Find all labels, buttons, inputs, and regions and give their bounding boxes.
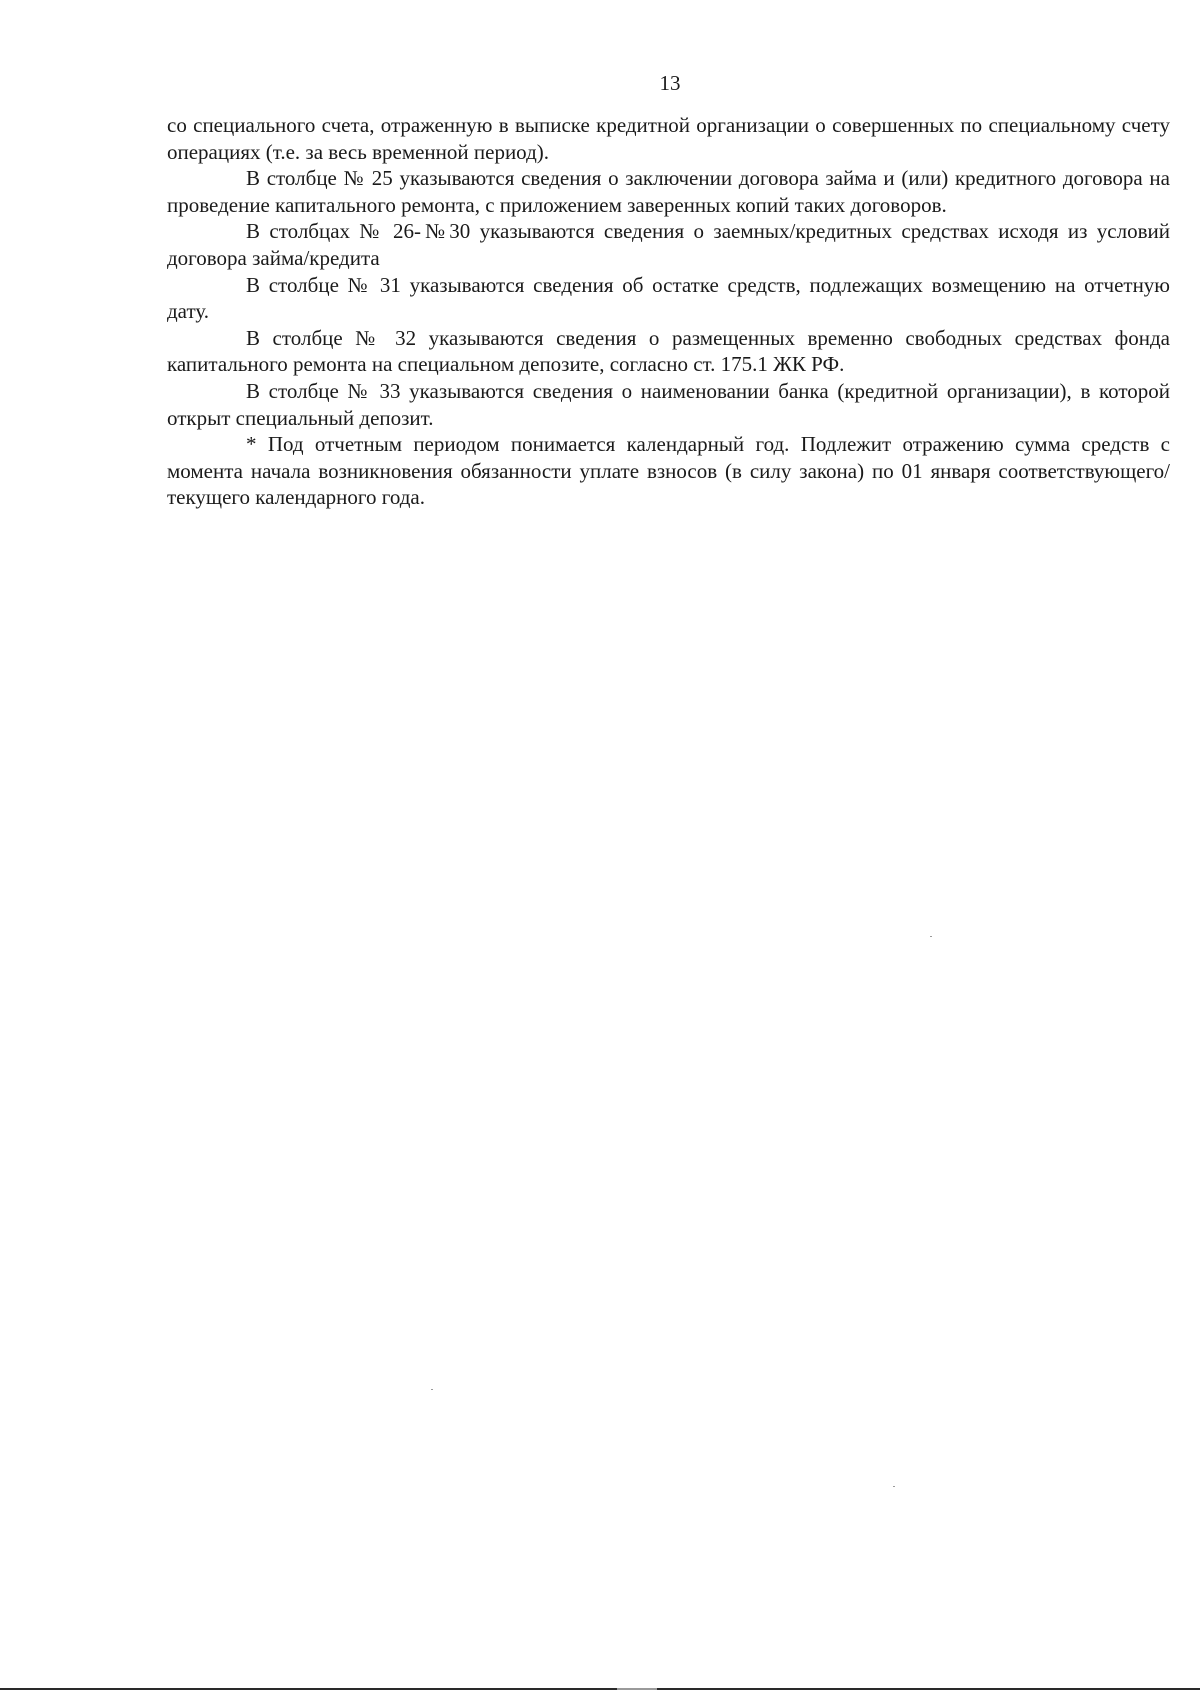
bottom-edge-line-faded	[617, 1688, 657, 1690]
paragraph-column-33: В столбце № 33 указываются сведения о наименовании банка (кредитной организации), в которой открыт специальный депозит.	[167, 378, 1170, 430]
scan-speck	[893, 1486, 895, 1487]
document-body	[167, 112, 1170, 511]
paragraph-footnote: * Под отчетным периодом понимается календарный год. Подлежит отражению сумма средств с момента начала возникновения обязанности уплате взносов (в силу закона) по 01 января соответствующего/текущего календарного года.	[167, 432, 1170, 510]
paragraph-column-25: В столбце № 25 указываются сведения о заключении договора займа и (или) кредитного договора на проведение капитального ремонта, с приложением заверенных копий таких договоров.	[167, 166, 1170, 217]
paragraph-continuation: со специального счета, отраженную в выписке кредитной организации о совершенных по специальному счету операциях (т.е. за весь временной период).	[167, 113, 1170, 164]
page-number: 13	[659, 71, 681, 95]
paragraph-column-31: В столбце № 31 указываются сведения об остатке средств, подлежащих возмещению на отчетную дату.	[167, 272, 1170, 324]
scan-speck	[930, 936, 932, 937]
paragraph-columns-26-30: В столбцах № 26-№30 указываются сведения о заемных/кредитных средствах исходя из условий договора займа/кредита	[167, 219, 1170, 270]
scan-speck	[431, 1389, 433, 1390]
bottom-edge-line	[0, 1688, 1200, 1690]
paragraph-column-32: В столбце № 32 указываются сведения о размещенных временно свободных средствах фонда капитального ремонта на специальном депозите, согласно ст. 175.1 ЖК РФ.	[167, 325, 1170, 377]
